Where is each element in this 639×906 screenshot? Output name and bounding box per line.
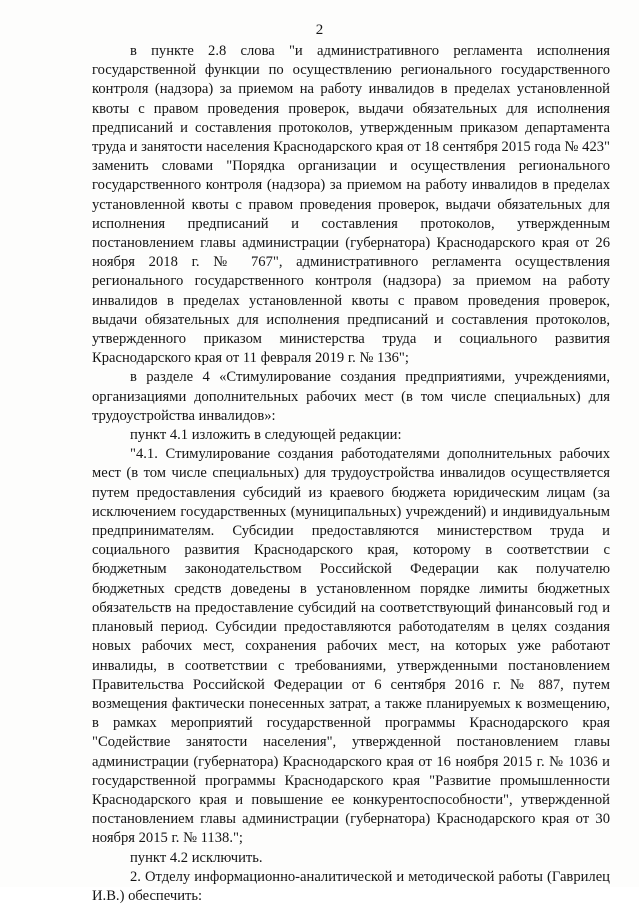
paragraph-item-4-2: пункт 4.2 исключить. — [130, 849, 263, 866]
paragraph-amendment-2-8: в пункте 2.8 слова "и административного регламента исполнения государственной функции по осуществлению регионального государственного контроля (надзора) за приемом на работу инвалидов в пределах установленной квоты с правом проведения проверок, выдачи обязательных для исполнения предписаний и составления протоколов, утвержденным приказом департамента труда и занятости населения Краснодарского края от 18 сентября 2015 года № 423" заменить словами "Порядка организации и осуществления регионального государственного контроля (надзора) за приемом на работу инвалидов в пределах установленной квоты с правом проведения проверок, выдачи обязательных для исполнения предписаний и составления протоколов, утвержденным постановлением главы администрации (губернатора) Краснодарского края от 26 ноября 2018 г. № 767", административного регламента осуществления регионального государственного контроля (надзора) за приемом на работу инвалидов в пределах установленной квоты с правом проведения проверок, выдачи обязательных для исполнения предписаний и составления протоколов, утвержденного приказом министерства труда и социального развития Краснодарского края от 11 февраля 2019 г. № 136"; — [92, 43, 610, 367]
page-number: 2 — [315, 22, 324, 38]
paragraph-section-4: в разделе 4 «Стимулирование создания предприятиями, учреждениями, организациями дополнительных рабочих мест (в том числе специальных) для трудоустройства инвалидов»: — [92, 369, 610, 424]
paragraph-item-4-1-text: "4.1. Стимулирование создания работодателями дополнительных рабочих мест (в том числе специальных) для трудоустройства инвалидов осуществляется путем предоставления субсидий из краевого бюджета юридическим лицам (за исключением государственных (муниципальных) учреждений) и индивидуальным предпринимателям. Субсидии предоставляются министерством труда и социального развития Краснодарского края, которому в соответствии с бюджетным законодательством Российской Федерации как получателю бюджетных средств доведены в установленном порядке лимиты бюджетных обязательств на предоставление субсидий на соответствующий финансовый год и плановый период. Субсидии предоставляются работодателям в целях создания новых рабочих мест, сохранения рабочих мест, на которых уже работают инвалиды, в соответствии с требованиями, утвержденными постановлением Правительства Российской Федерации от 6 сентября 2016 г. № 887, путем возмещения фактически понесенных затрат, а также планируемых к возмещению, в рамках мероприятий государственной программы Краснодарского края "Содействие занятости населения", утвержденной постановлением главы администрации (губернатора) Краснодарского края от 16 ноября 2015 г. № 1036 и государственной программы Краснодарского края "Развитие промышленности Краснодарского края и повышение ее конкурентоспособности", утвержденной постановлением главы администрации (губернатора) Краснодарского края от 30 ноября 2015 г. № 1138."; — [92, 446, 610, 847]
paragraph-item-4-1-intro: пункт 4.1 изложить в следующей редакции: — [130, 427, 402, 444]
document-body — [92, 42, 610, 906]
paragraph-item-2: 2. Отделу информационно-аналитической и методической работы (Гаврилец И.В.) обеспечить: — [92, 868, 610, 904]
